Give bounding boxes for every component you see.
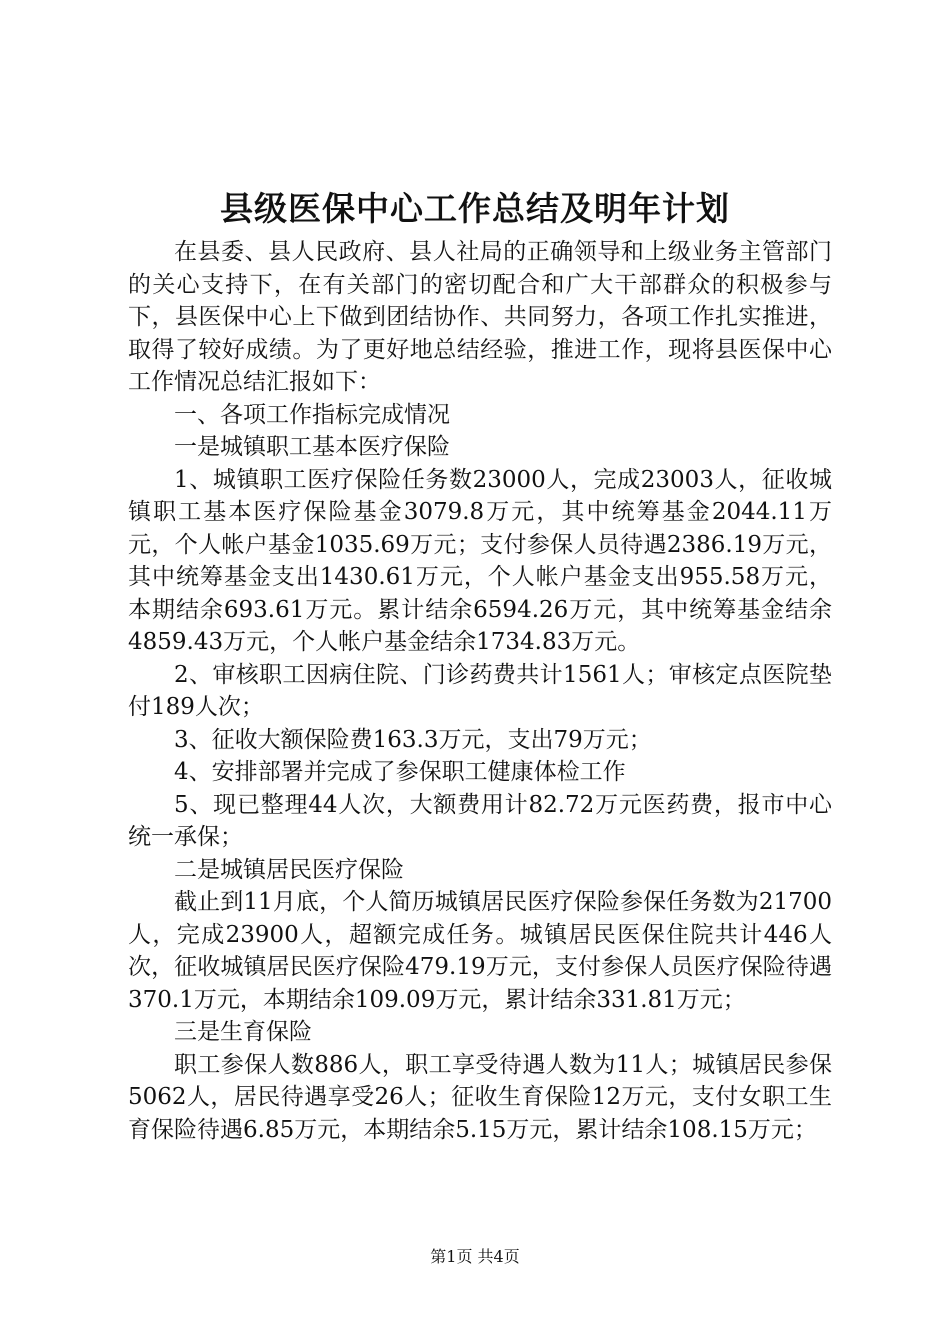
subsection-heading-employee-insurance: 一是城镇职工基本医疗保险 <box>174 434 450 460</box>
document-body <box>128 236 832 1146</box>
paragraph-resident-insurance: 截止到11月底，个人简历城镇居民医疗保险参保任务数为21700人，完成23900人，超额完成任务。城镇居民医保住院共计446人次，征收城镇居民医疗保险479.19万元，支付参保人员医疗保险待遇370.1万元，本期结余109.09万元，累计结余331.81万元； <box>128 889 832 1013</box>
section-heading-1: 一、各项工作指标完成情况 <box>174 401 450 428</box>
paragraph-item-3: 3、征收大额保险费163.3万元，支出79万元； <box>174 726 652 753</box>
page-number-footer: 第1页 共4页 <box>430 1247 520 1266</box>
paragraph-item-1: 1、城镇职工医疗保险任务数23000人，完成23003人，征收城镇职工基本医疗保险基金3079.8万元，其中统筹基金2044.11万元，个人帐户基金1035.69万元；支付参保人员待遇2386.19万元，其中统筹基金支出1430.61万元，个人帐户基金支出955.58万元，本期结余693.61万元。累计结余6594.26万元，其中统筹基金结余4859.43万元，个人帐户基金结余1734.83万元。 <box>128 466 832 655</box>
subsection-heading-maternity-insurance: 三是生育保险 <box>174 1019 312 1045</box>
paragraph-maternity-insurance: 职工参保人数886人，职工享受待遇人数为11人；城镇居民参保5062人，居民待遇享受26人；征收生育保险12万元，支付女职工生育保险待遇6.85万元，本期结余5.15万元，累计结余108.15万元； <box>128 1051 832 1143</box>
paragraph-item-4: 4、安排部署并完成了参保职工健康体检工作 <box>174 759 626 785</box>
subsection-heading-resident-insurance: 二是城镇居民医疗保险 <box>174 856 404 883</box>
paragraph-item-2: 2、审核职工因病住院、门诊药费共计1561人；审核定点医院垫付189人次； <box>128 661 832 720</box>
paragraph-intro: 在县委、县人民政府、县人社局的正确领导和上级业务主管部门的关心支持下，在有关部门的密切配合和广大干部群众的积极参与下，县医保中心上下做到团结协作、共同努力，各项工作扎实推进，取得了较好成绩。为了更好地总结经验，推进工作，现将县医保中心工作情况总结汇报如下： <box>128 239 832 395</box>
paragraph-item-5: 5、现已整理44人次，大额费用计82.72万元医药费，报市中心统一承保； <box>128 791 832 850</box>
document-title: 县级医保中心工作总结及明年计划 <box>220 189 730 228</box>
